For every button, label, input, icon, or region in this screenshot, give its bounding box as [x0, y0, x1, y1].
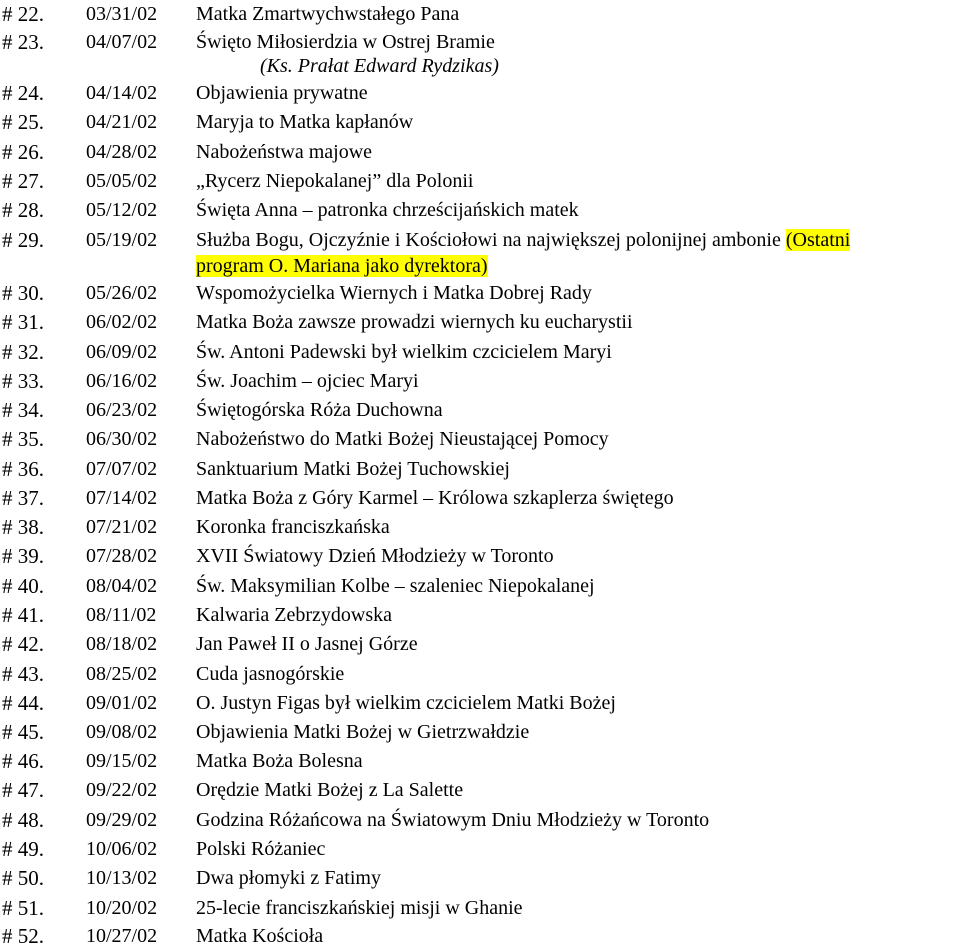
entry-title [196, 776, 960, 805]
entry-title-text: Polski Różaniec [196, 838, 326, 860]
highlighted-note: (Ostatni [785, 229, 851, 251]
entry-title-text: Objawienia Matki Bożej w Gietrzwałdzie [196, 721, 530, 743]
entry-date: 05/19/02 [86, 229, 158, 251]
entry-title-text: Matka Boża zawsze prowadzi wiernych ku eucharystii [196, 311, 633, 333]
entry-title [196, 167, 960, 196]
entry-number: # 52. [2, 924, 44, 948]
entry-title [196, 367, 960, 396]
entry-number: # 36. [2, 457, 44, 481]
entry-title-continuation [196, 252, 960, 281]
entry-number: # 40. [2, 574, 44, 598]
entry-date: 10/13/02 [86, 867, 158, 889]
entry-subtitle: (Ks. Prałat Edward Rydzikas) [260, 55, 499, 77]
entry-title-text: Maryja to Matka kapłanów [196, 111, 414, 133]
entry-date: 07/28/02 [86, 545, 158, 567]
entry-title [196, 138, 960, 167]
entry-number: # 48. [2, 808, 44, 832]
entry-number: # 24. [2, 81, 44, 105]
entry-title-text: Kalwaria Zebrzydowska [196, 604, 393, 626]
entry-date: 08/04/02 [86, 575, 158, 597]
entry-date: 06/30/02 [86, 428, 158, 450]
entry-number: # 46. [2, 749, 44, 773]
entry-date: 10/20/02 [86, 897, 158, 919]
entry-date: 07/21/02 [86, 516, 158, 538]
entry-title-text: Objawienia prywatne [196, 82, 368, 104]
entry-number: # 35. [2, 427, 44, 451]
entry-number: # 43. [2, 662, 44, 686]
entry-title-text [196, 226, 960, 255]
entry-date: 05/12/02 [86, 199, 158, 221]
entry-title [196, 542, 960, 571]
entry-date: 04/28/02 [86, 141, 158, 163]
entry-title-text: Koronka franciszkańska [196, 516, 390, 538]
entry-date: 09/22/02 [86, 779, 158, 801]
entry-number: # 50. [2, 866, 44, 890]
entry-title [196, 226, 960, 281]
entry-title [196, 864, 960, 893]
entry-title [196, 338, 960, 367]
entry-title [196, 513, 960, 542]
entry-number: # 30. [2, 281, 44, 305]
entry-title-text: Matka Boża Bolesna [196, 750, 363, 772]
entry-title [196, 747, 960, 776]
entry-title-text: Nabożeństwo do Matki Bożej Nieustającej Pomocy [196, 428, 609, 450]
entry-title [196, 0, 960, 29]
entry-date: 09/29/02 [86, 809, 158, 831]
entry-title-text: Św. Joachim – ojciec Maryi [196, 370, 419, 392]
entry-date: 05/26/02 [86, 282, 158, 304]
entry-date: 08/11/02 [86, 604, 157, 626]
entry-title-text: XVII Światowy Dzień Młodzieży w Toronto [196, 545, 554, 567]
entry-date: 05/05/02 [86, 170, 158, 192]
entry-title [196, 396, 960, 425]
entry-number: # 37. [2, 486, 44, 510]
entry-date: 06/23/02 [86, 399, 158, 421]
entry-date: 04/14/02 [86, 82, 158, 104]
entry-number: # 33. [2, 369, 44, 393]
entry-number: # 22. [2, 2, 44, 26]
entry-date: 09/01/02 [86, 692, 158, 714]
entry-title [196, 601, 960, 630]
entry-title-text: Orędzie Matki Bożej z La Salette [196, 779, 464, 801]
entry-title-text: Św. Antoni Padewski był wielkim czcicielem Maryi [196, 341, 612, 363]
entry-date: 04/21/02 [86, 111, 158, 133]
entry-title [196, 196, 960, 225]
entry-title [196, 835, 960, 864]
entry-title-text: Cuda jasnogórskie [196, 663, 345, 685]
entry-number: # 51. [2, 896, 44, 920]
entry-date: 08/18/02 [86, 633, 158, 655]
entry-title [196, 894, 960, 923]
entry-title-text: Św. Maksymilian Kolbe – szaleniec Niepokalanej [196, 575, 595, 597]
entry-date: 07/07/02 [86, 458, 158, 480]
entry-date: 06/02/02 [86, 311, 158, 333]
entry-number: # 41. [2, 603, 44, 627]
entry-date: 04/07/02 [86, 31, 158, 53]
entry-title-text: Wspomożycielka Wiernych i Matka Dobrej Rady [196, 282, 592, 304]
entry-title-text: Godzina Różańcowa na Światowym Dniu Młodzieży w Toronto [196, 809, 710, 831]
entry-title [196, 806, 960, 835]
entry-title-text: Matka Zmartwychwstałego Pana [196, 3, 460, 25]
entry-number: # 31. [2, 310, 44, 334]
entry-title-text: Sanktuarium Matki Bożej Tuchowskiej [196, 458, 510, 480]
entry-title-main: Służba Bogu, Ojczyźnie i Kościołowi na największej polonijnej ambonie [196, 229, 786, 251]
entry-number: # 45. [2, 720, 44, 744]
entry-title [196, 689, 960, 718]
entry-number: # 42. [2, 632, 44, 656]
entry-number: # 47. [2, 778, 44, 802]
entry-date: 10/27/02 [86, 925, 158, 947]
entry-title [196, 660, 960, 689]
entry-title-text: Nabożeństwa majowe [196, 141, 373, 163]
entry-date: 06/16/02 [86, 370, 158, 392]
entry-date: 09/15/02 [86, 750, 158, 772]
entry-number: # 44. [2, 691, 44, 715]
highlighted-note-continuation: program O. Mariana jako dyrektora) [196, 255, 488, 277]
entry-number: # 49. [2, 837, 44, 861]
entry-number: # 26. [2, 140, 44, 164]
entry-number: # 34. [2, 398, 44, 422]
entry-title [196, 484, 960, 513]
entry-date: 08/25/02 [86, 663, 158, 685]
entry-title [196, 718, 960, 747]
entry-number: # 32. [2, 340, 44, 364]
entry-title-text: Matka Kościoła [196, 925, 324, 947]
entry-title-text: 25-lecie franciszkańskiej misji w Ghanie [196, 897, 523, 919]
entry-title-text: O. Justyn Figas był wielkim czcicielem Matki Bożej [196, 692, 616, 714]
entry-number: # 38. [2, 515, 44, 539]
entry-title-text: Dwa płomyki z Fatimy [196, 867, 381, 889]
entry-date: 09/08/02 [86, 721, 158, 743]
entry-title-text: Święto Miłosierdzia w Ostrej Bramie [196, 31, 495, 53]
entry-title [196, 572, 960, 601]
entry-number: # 25. [2, 110, 44, 134]
entry-title [196, 455, 960, 484]
entry-title [196, 425, 960, 454]
entry-title [196, 630, 960, 659]
entry-number: # 23. [2, 30, 44, 54]
entry-date: 07/14/02 [86, 487, 158, 509]
entry-date: 03/31/02 [86, 3, 158, 25]
entry-title [196, 79, 960, 108]
entry-number: # 29. [2, 228, 44, 252]
entry-number: # 28. [2, 198, 44, 222]
entry-title-text: Świętogórska Róża Duchowna [196, 399, 443, 421]
entry-title [196, 28, 960, 81]
entry-date: 10/06/02 [86, 838, 158, 860]
entry-number: # 27. [2, 169, 44, 193]
entry-number: # 39. [2, 544, 44, 568]
entry-title [196, 308, 960, 337]
entry-title [196, 108, 960, 137]
entry-title-text: „Rycerz Niepokalanej” dla Polonii [196, 170, 474, 192]
entry-title-text: Jan Paweł II o Jasnej Górze [196, 633, 418, 655]
entry-title-text: Matka Boża z Góry Karmel – Królowa szkaplerza świętego [196, 487, 674, 509]
entry-date: 06/09/02 [86, 341, 158, 363]
entry-title [196, 279, 960, 308]
entry-title-text: Święta Anna – patronka chrześcijańskich matek [196, 199, 579, 221]
